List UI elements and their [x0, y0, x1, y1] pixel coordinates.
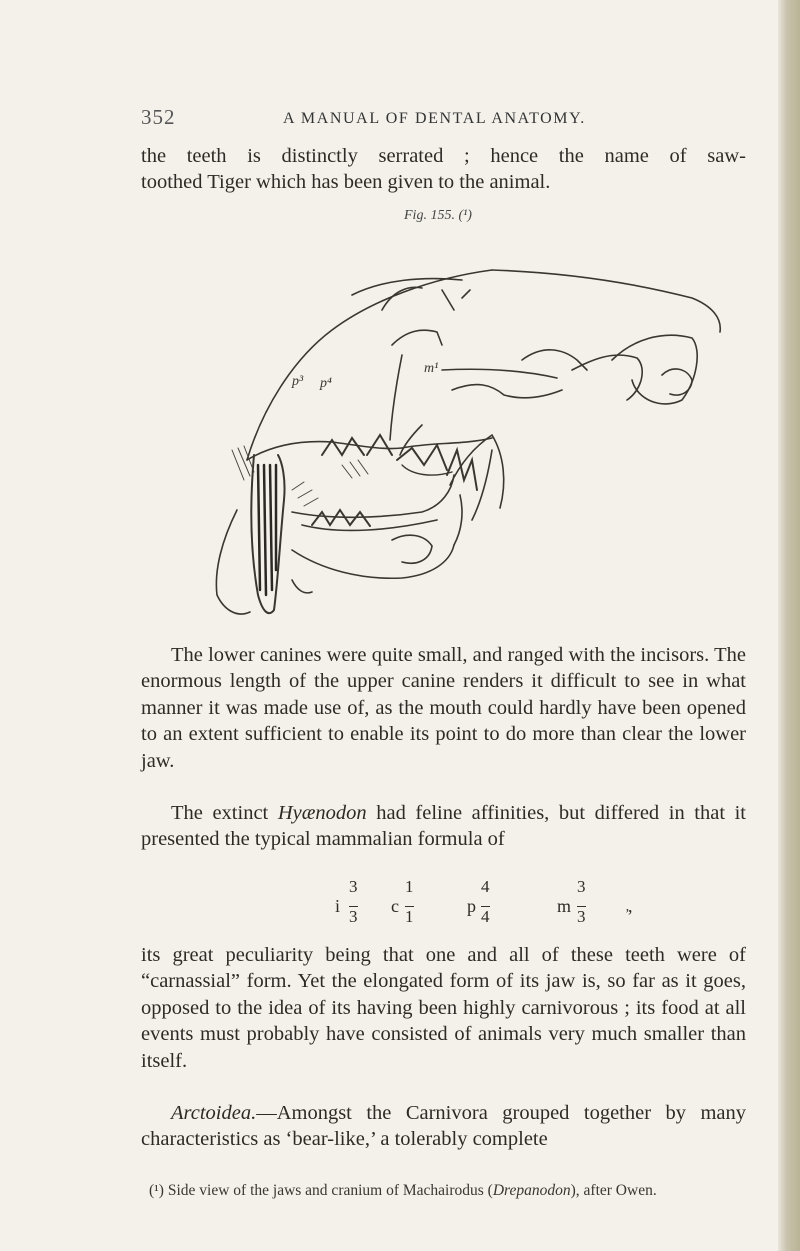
footnote-text-after: ), after Owen. — [570, 1182, 657, 1199]
formula-letter: i — [335, 896, 341, 916]
paragraph-3 — [141, 942, 746, 1074]
paragraph-1-text: The lower canines were quite small, and ranged with the incisors. The enormous length of the upper canine renders it difficult to see in what manner it was made use of, as the mouth could hardly have been opened to an extent sufficient to enable its point to do more than clear the lower jaw. — [141, 644, 746, 772]
formula-upper: 1 — [405, 877, 414, 896]
page-header — [141, 105, 661, 135]
cranium-top-outline — [492, 270, 720, 332]
paragraph-2 — [141, 800, 746, 853]
page-edge-shadow — [778, 0, 800, 1251]
formula-term-molars — [557, 877, 617, 937]
mandible-upper-outline — [292, 475, 454, 517]
intro-line-2: toothed Tiger which has been given to the animal. — [141, 171, 551, 194]
upper-canine-outline — [251, 455, 284, 613]
footnote-text-before: Side view of the jaws and cranium of Machairodus ( — [167, 1182, 493, 1199]
running-head: A MANUAL OF DENTAL ANATOMY. — [283, 110, 586, 127]
formula-lower: 3 — [349, 907, 358, 926]
paragraph-2-after: had feline affinities, but differed in that it presented the typical mammalian formula of — [141, 802, 746, 851]
genus-hyaenodon: Hyænodon — [277, 802, 367, 824]
formula-upper: 3 — [349, 877, 358, 896]
formula-upper: 3 — [577, 877, 586, 896]
paragraph-2-text — [141, 800, 746, 853]
mandible-lower-outline — [292, 545, 454, 578]
label-p4: p⁴ — [320, 376, 332, 391]
formula-letter: m — [557, 896, 572, 916]
formula-letter: c — [391, 896, 399, 916]
formula-comma: , — [628, 896, 633, 916]
formula-term-canines — [391, 877, 451, 937]
figure-skull-illustration — [192, 250, 732, 625]
paragraph-3-text: its great peculiarity being that one and all of these teeth were of “carnassial” form. Yet the elongated form of its jaw is, so far as it goes, opposed to the idea of its having been highly carnivorous ; its food at all events must probably have consisted of animals very much smaller than itself. — [141, 944, 746, 1072]
dental-formula — [335, 877, 635, 937]
formula-upper: 4 — [481, 877, 490, 896]
footnote — [141, 1181, 746, 1201]
footnote-genus: Drepanodon — [492, 1182, 571, 1199]
formula-lower: 1 — [405, 907, 414, 926]
label-p3: p³ — [292, 374, 304, 389]
heading-arctoidea: Arctoidea. — [171, 1102, 257, 1124]
intro-text — [141, 143, 746, 196]
paragraph-4-rest: —Amongst the Carnivora grouped together by many characteristics as ‘bear-like,’ a tolerably complete — [141, 1102, 746, 1151]
cranium-back-outline — [247, 270, 492, 460]
formula-term-incisors — [335, 877, 395, 937]
paragraph-2-before: The extinct — [171, 802, 278, 824]
figure-caption: Fig. 155. (¹) — [404, 208, 472, 223]
label-m1: m¹ — [424, 361, 439, 376]
formula-letter: p — [467, 896, 476, 916]
paragraph-4 — [141, 1100, 746, 1153]
formula-lower: 4 — [481, 907, 490, 926]
intro-line-1: the teeth is distinctly serrated ; hence the name of saw- — [141, 145, 746, 167]
paragraph-4-text — [141, 1100, 746, 1153]
page-number: 352 — [141, 105, 176, 129]
formula-trailing-mark: ’ — [625, 907, 630, 922]
paragraph-1 — [141, 642, 746, 774]
formula-lower: 3 — [577, 907, 586, 926]
footnote-marker: (¹) — [149, 1182, 164, 1199]
formula-term-premolars — [467, 877, 527, 937]
